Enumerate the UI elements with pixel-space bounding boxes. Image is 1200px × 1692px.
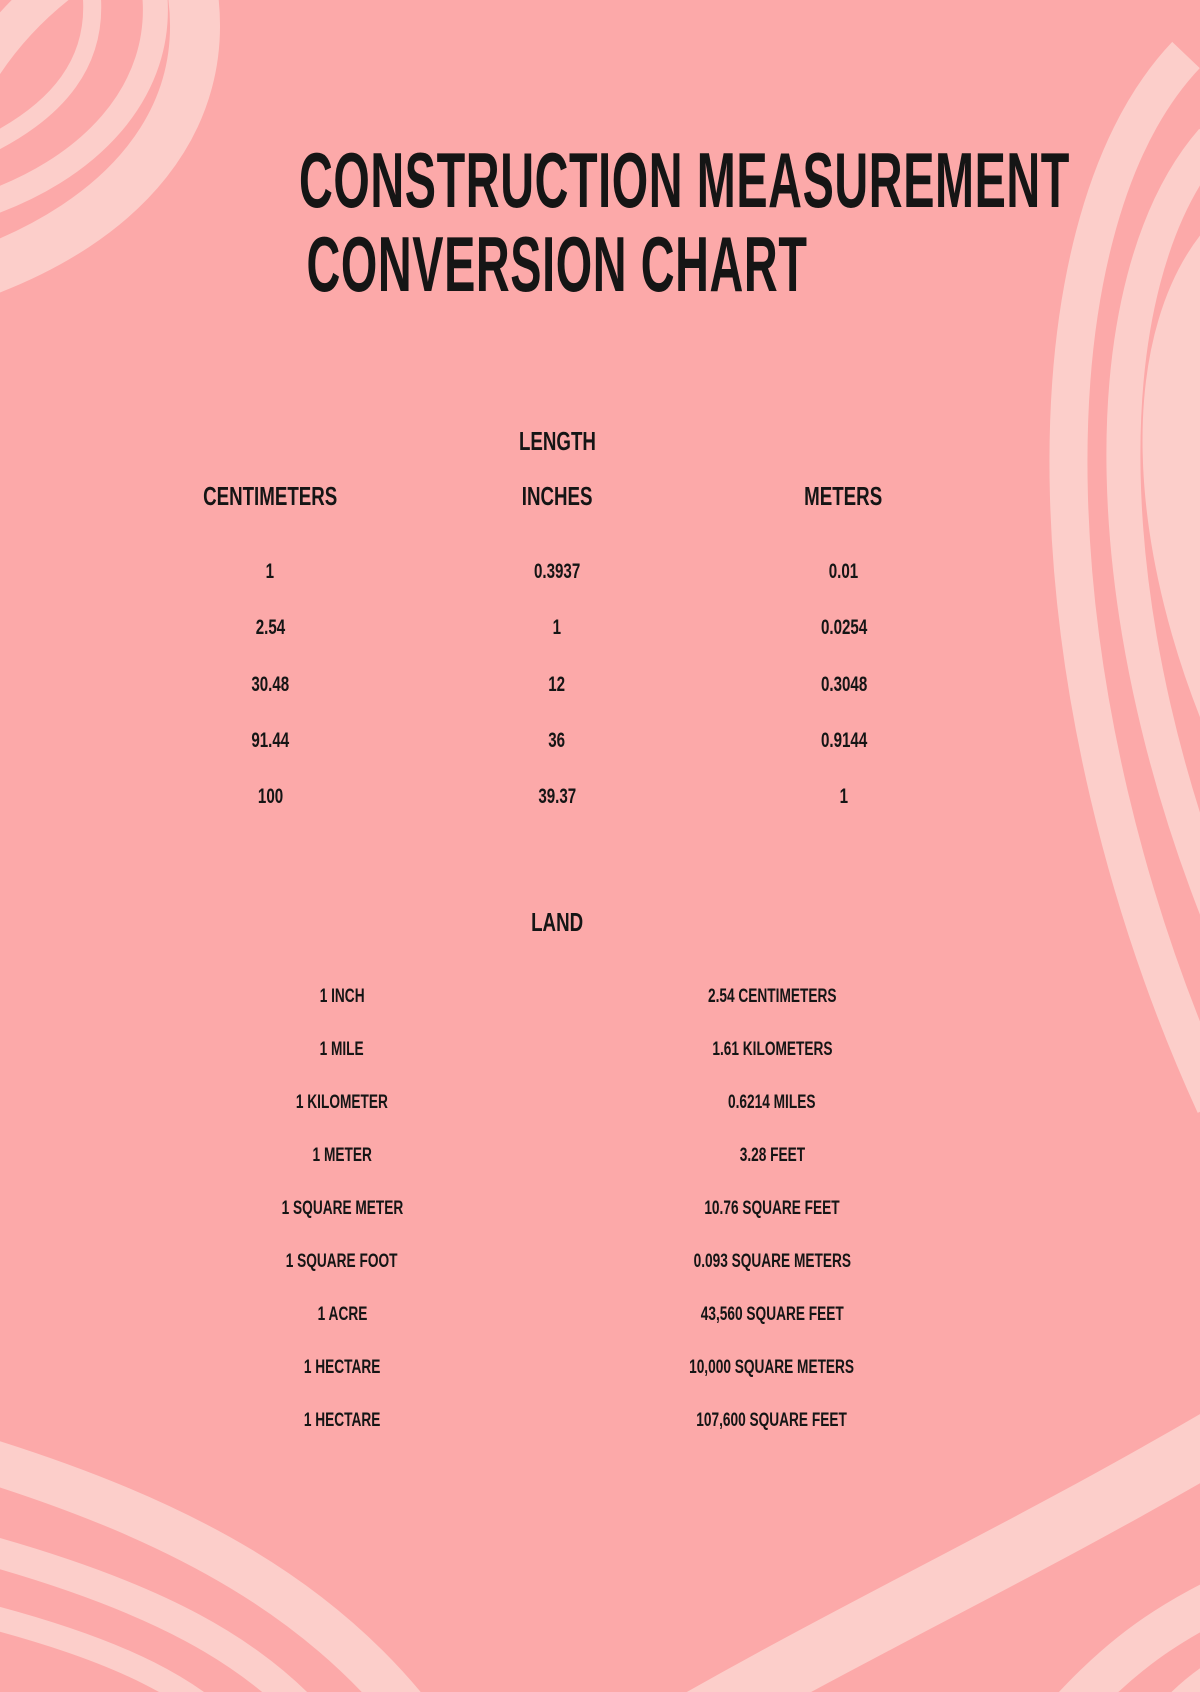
- length-cell: [414, 560, 701, 584]
- length-column-header-centimeters: [127, 482, 414, 510]
- land-value-text: 107,600 SQUARE FEET: [696, 1409, 848, 1431]
- table-row: [127, 1235, 987, 1288]
- length-cell: [700, 673, 987, 697]
- length-cell-text: 100: [257, 785, 283, 809]
- length-cell-text: 1: [839, 785, 848, 809]
- swoosh-top-left-corner: [0, 0, 70, 70]
- land-unit-label: [127, 1145, 557, 1167]
- length-cell: [127, 616, 414, 640]
- length-table: [127, 544, 987, 825]
- land-unit-label: [127, 1251, 557, 1273]
- length-cell: [700, 560, 987, 584]
- land-value-label: [557, 986, 987, 1008]
- length-cell-text: 12: [548, 672, 566, 696]
- table-row: [127, 1182, 987, 1235]
- length-cell: [127, 729, 414, 753]
- length-column-header-text: INCHES: [521, 481, 593, 511]
- swoosh-right-heart-inner: [1174, 240, 1200, 760]
- land-unit-label: [127, 1092, 557, 1114]
- land-unit-label: [127, 1410, 557, 1432]
- land-unit-text: 1 HECTARE: [303, 1356, 381, 1378]
- land-value-label: [557, 1304, 987, 1326]
- length-table-header-row: [127, 482, 987, 510]
- table-row: [127, 544, 987, 600]
- length-cell-text: 0.3048: [820, 672, 867, 696]
- table-row: [127, 1288, 987, 1341]
- land-value-label: [557, 1357, 987, 1379]
- table-row: [127, 1341, 987, 1394]
- land-value-label: [557, 1410, 987, 1432]
- table-row: [127, 1076, 987, 1129]
- land-value-text: 3.28 FEET: [739, 1144, 805, 1166]
- length-cell: [127, 560, 414, 584]
- length-cell-text: 1: [266, 560, 275, 584]
- page-title-line-2: CONVERSION CHART: [306, 220, 808, 308]
- poster-content: [127, 0, 1070, 1692]
- length-cell: [700, 729, 987, 753]
- land-unit-text: 1 MILE: [319, 1038, 365, 1060]
- length-cell: [414, 729, 701, 753]
- land-section-heading-text: LAND: [531, 907, 583, 937]
- length-column-header-text: METERS: [804, 481, 883, 511]
- length-cell-text: 39.37: [538, 785, 576, 809]
- length-column-header-meters: [700, 482, 987, 510]
- land-unit-label: [127, 986, 557, 1008]
- length-section-heading: [127, 426, 987, 456]
- length-cell: [414, 673, 701, 697]
- land-unit-label: [127, 1357, 557, 1379]
- land-unit-label: [127, 1304, 557, 1326]
- table-row: [127, 600, 987, 656]
- land-value-text: 0.093 SQUARE METERS: [693, 1250, 851, 1272]
- land-unit-text: 1 INCH: [319, 985, 365, 1007]
- length-cell: [700, 616, 987, 640]
- land-unit-text: 1 HECTARE: [303, 1409, 381, 1431]
- table-row: [127, 1394, 987, 1447]
- land-value-label: [557, 1198, 987, 1220]
- land-unit-text: 1 ACRE: [317, 1303, 367, 1325]
- land-value-text: 43,560 SQUARE FEET: [700, 1303, 844, 1325]
- swoosh-bottom-right-mid: [1040, 1578, 1200, 1692]
- table-row: [127, 1023, 987, 1076]
- land-unit-text: 1 KILOMETER: [296, 1091, 388, 1113]
- length-cell-text: 0.01: [828, 560, 859, 584]
- length-cell-text: 0.3937: [533, 560, 581, 584]
- length-cell-text: 30.48: [251, 672, 290, 696]
- land-section-heading: [127, 907, 987, 937]
- length-cell: [127, 785, 414, 809]
- land-value-label: [557, 1039, 987, 1061]
- swoosh-bottom-right-corner: [1160, 1658, 1200, 1692]
- length-cell-text: 36: [548, 728, 566, 752]
- land-unit-text: 1 SQUARE METER: [281, 1197, 403, 1219]
- land-value-label: [557, 1145, 987, 1167]
- land-unit-text: 1 SQUARE FOOT: [286, 1250, 398, 1272]
- length-cell-text: 91.44: [251, 728, 290, 752]
- land-unit-label: [127, 1198, 557, 1220]
- length-cell-text: 0.0254: [820, 616, 867, 640]
- length-cell-text: 0.9144: [820, 728, 867, 752]
- length-cell-text: 1: [552, 616, 562, 640]
- table-row: [127, 657, 987, 713]
- page-title: [299, 136, 1070, 308]
- land-value-text: 10.76 SQUARE FEET: [704, 1197, 840, 1219]
- land-unit-text: 1 METER: [312, 1144, 372, 1166]
- length-cell: [414, 785, 701, 809]
- land-value-text: 1.61 KILOMETERS: [711, 1038, 833, 1060]
- land-value-text: 2.54 CENTIMETERS: [707, 985, 837, 1007]
- table-row: [127, 970, 987, 1023]
- land-unit-label: [127, 1039, 557, 1061]
- length-section-heading-text: LENGTH: [518, 426, 596, 456]
- table-row: [127, 713, 987, 769]
- land-value-text: 0.6214 MILES: [728, 1091, 816, 1113]
- page-title-line-1: CONSTRUCTION MEASUREMENT: [299, 136, 1070, 224]
- length-column-header-text: CENTIMETERS: [203, 481, 338, 511]
- land-value-text: 10,000 SQUARE METERS: [689, 1356, 855, 1378]
- length-column-header-inches: [414, 482, 701, 510]
- land-table: [127, 970, 987, 1447]
- length-cell: [700, 785, 987, 809]
- length-cell: [127, 673, 414, 697]
- table-row: [127, 1129, 987, 1182]
- length-cell-text: 2.54: [255, 616, 286, 640]
- land-value-label: [557, 1251, 987, 1273]
- table-row: [127, 769, 987, 825]
- land-value-label: [557, 1092, 987, 1114]
- length-cell: [414, 616, 701, 640]
